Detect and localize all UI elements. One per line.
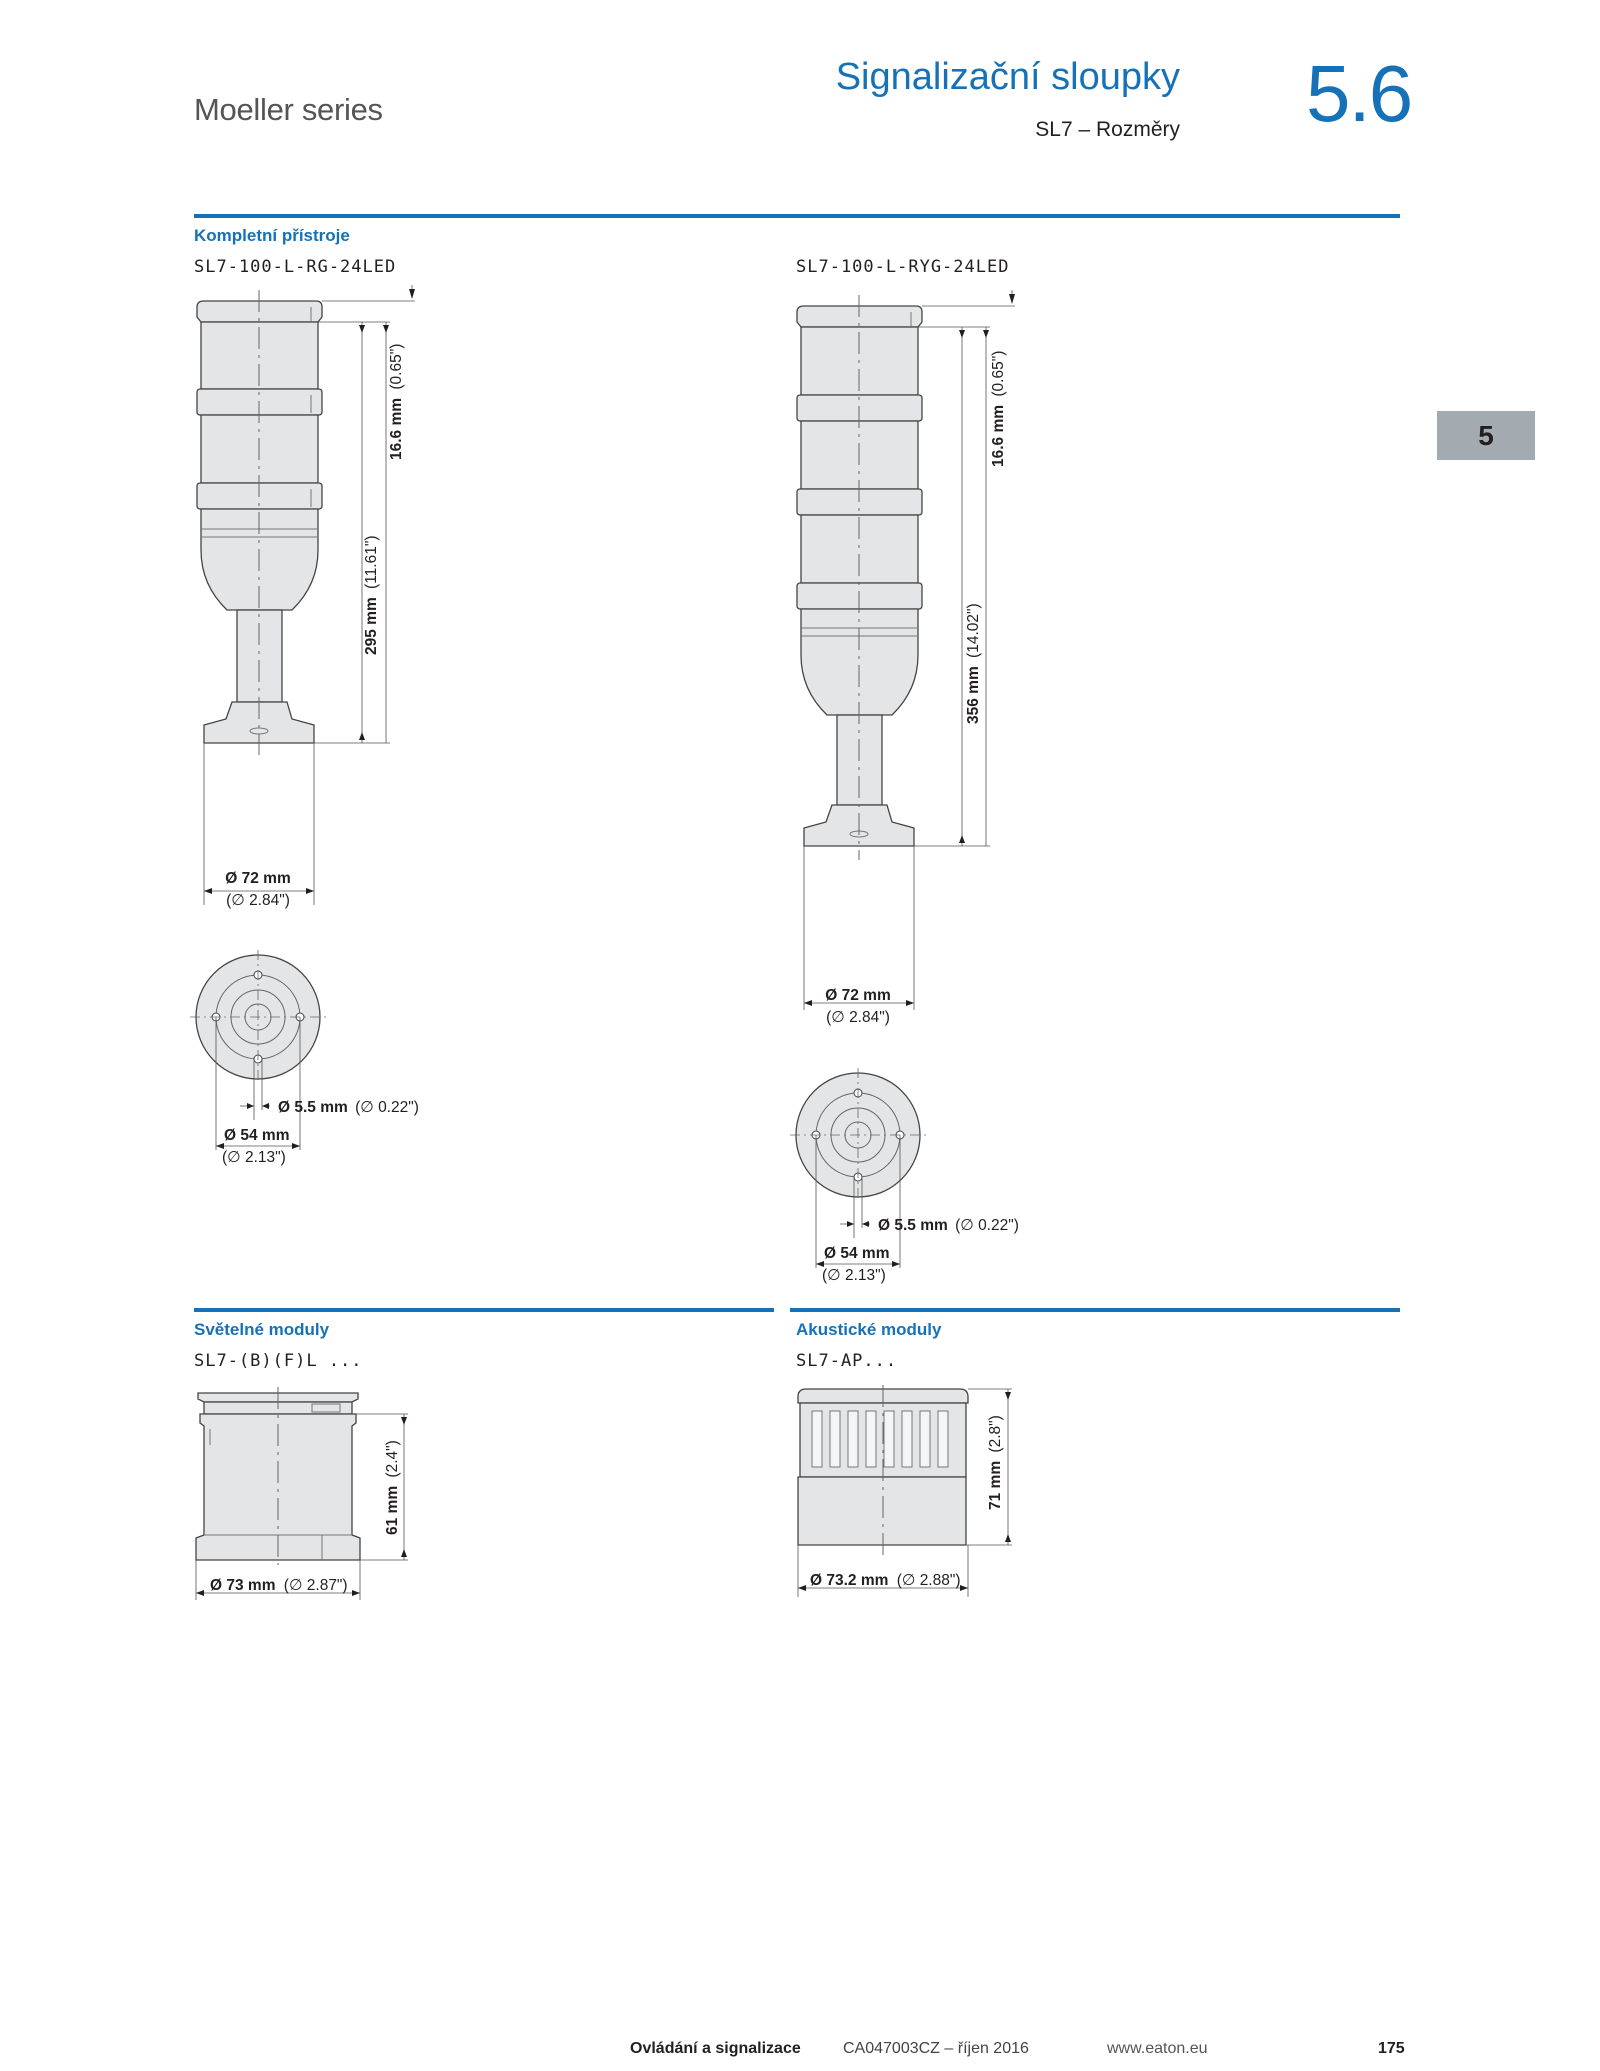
chapter-subtitle: SL7 – Rozměry (1035, 118, 1180, 141)
acoustic-module-height-in: (2.8") (987, 1415, 1004, 1453)
light-module-height-in: (2.4") (384, 1440, 401, 1478)
acoustic-module-diameter-in: (∅ 2.88") (896, 1572, 961, 1589)
ryg-base-diameter: Ø 72 mm (825, 987, 891, 1004)
drawing-ryg-side (790, 290, 1030, 1030)
rg-module-height-in: (0.65") (388, 343, 405, 390)
rg-total-height-in: (11.61") (363, 535, 380, 589)
type-label-ryg: SL7-100-L-RYG-24LED (796, 257, 1010, 277)
drawing-rg-side (190, 285, 430, 925)
rg-hole-diameter: Ø 5.5 mm (278, 1099, 348, 1116)
rg-base-diameter: Ø 72 mm (225, 870, 291, 887)
acoustic-module-height: 71 mm (987, 1460, 1004, 1510)
footer-title: Ovládání a signalizace (630, 2040, 801, 2057)
rg-base-diameter-in: (∅ 2.84") (226, 892, 290, 909)
ryg-hole-circle: Ø 54 mm (824, 1245, 890, 1262)
ryg-module-height: 16.6 mm (990, 404, 1007, 467)
svg-text:Ø 5.5 mm (∅ 0.22") (878, 1217, 1019, 1234)
rg-hole-circle-in: (∅ 2.13") (222, 1149, 286, 1166)
chapter-side-tab[interactable]: 5 (1437, 411, 1535, 460)
section-rule (194, 214, 1400, 218)
light-module-diameter-in: (∅ 2.87") (283, 1577, 348, 1594)
rg-hole-circle: Ø 54 mm (224, 1127, 290, 1144)
rg-module-height: 16.6 mm (388, 397, 405, 460)
type-label-acoustic: SL7-AP... (796, 1351, 898, 1371)
chapter-title: Signalizační sloupky (835, 56, 1180, 98)
ryg-total-height-in: (14.02") (965, 603, 982, 658)
drawing-ryg-top (790, 1068, 1050, 1298)
footer-doc-id: CA047003CZ – říjen 2016 (843, 2040, 1029, 2057)
rg-total-height: 295 mm (363, 597, 380, 655)
ryg-hole-circle-in: (∅ 2.13") (822, 1267, 886, 1284)
series-title: Moeller series (194, 92, 383, 127)
section-rule-acoustic (790, 1308, 1400, 1312)
drawing-acoustic-module (790, 1385, 1030, 1615)
type-label-rg: SL7-100-L-RG-24LED (194, 257, 397, 277)
ryg-hole-diameter-in: (∅ 0.22") (955, 1217, 1019, 1234)
ryg-base-diameter-in: (∅ 2.84") (826, 1009, 890, 1026)
ryg-hole-diameter: Ø 5.5 mm (878, 1217, 948, 1234)
chapter-number: 5.6 (1306, 49, 1412, 138)
light-module-diameter: Ø 73 mm (210, 1577, 276, 1594)
light-module-height: 61 mm (384, 1485, 401, 1535)
svg-text:Ø 5.5 mm (∅ 0.22") (278, 1099, 419, 1116)
ryg-total-height: 356 mm (965, 666, 982, 724)
drawing-rg-top (190, 950, 450, 1180)
section-heading-light: Světelné moduly (194, 1320, 330, 1339)
ryg-module-height-in: (0.65") (990, 350, 1007, 397)
drawing-light-module (190, 1385, 430, 1615)
footer-website-link[interactable]: www.eaton.eu (1107, 2040, 1208, 2057)
page-number: 175 (1378, 2040, 1405, 2057)
section-rule-light (194, 1308, 774, 1312)
section-heading-complete: Kompletní přístroje (194, 226, 350, 245)
rg-hole-diameter-in: (∅ 0.22") (355, 1099, 419, 1116)
type-label-light: SL7-(B)(F)L ... (194, 1351, 363, 1371)
section-heading-acoustic: Akustické moduly (796, 1320, 942, 1339)
acoustic-module-diameter: Ø 73.2 mm (810, 1572, 889, 1589)
